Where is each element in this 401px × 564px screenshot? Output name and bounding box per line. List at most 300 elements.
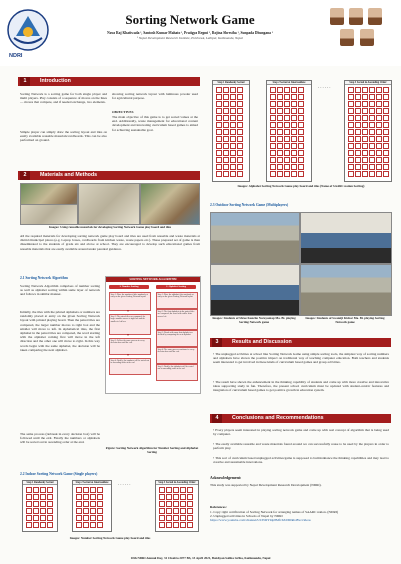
outdoor-photo: [210, 264, 300, 316]
indoor-stage-1: [22, 480, 58, 532]
board-tile: [76, 515, 82, 521]
algo-subheading: 2.1 Sorting Network Algorithm: [20, 276, 68, 280]
board-tile: [270, 157, 276, 163]
board-tile: [362, 94, 368, 100]
affiliation: ¹ Nepal Development Research Institute, Pulchowk, Lalitpur, Kathmandu, Nepal: [137, 36, 243, 40]
board-tile: [47, 501, 53, 507]
indoor-caption: Images: Number Sorting Network Game play board and tiles: [69, 536, 151, 540]
board-tile: [47, 487, 53, 493]
board-tile: [277, 108, 283, 114]
board-tile: [76, 501, 82, 507]
board-tile: [187, 522, 193, 528]
board-tile: [284, 87, 290, 93]
objectives-heading: OBJECTIVES: [112, 110, 134, 114]
board-tile: [26, 494, 32, 500]
board-tile: [284, 129, 290, 135]
poster-footer: 10th NDRI Annual Day, 31 Chaitra 2077 BS, 13 April 2021, Baishyan Sabha Griha, Kathmandu, Nepal: [130, 556, 271, 560]
board-tile: [383, 115, 389, 121]
outdoor-photo: [300, 212, 392, 264]
board-tile: [383, 122, 389, 128]
board-tile: [277, 136, 283, 142]
board-tile: [216, 171, 222, 177]
board-tile: [237, 122, 243, 128]
algo-step: Step 4: Finally, the numbers will be sorted out in ascending order at the end: [109, 358, 151, 375]
board-tile: [348, 115, 354, 121]
board-tile: [348, 157, 354, 163]
board-tile: [47, 508, 53, 514]
board-tile: [90, 522, 96, 528]
board-tile: [270, 143, 276, 149]
board-tile: [47, 515, 53, 521]
board-tile: [223, 122, 229, 128]
board-tile: [376, 115, 382, 121]
board-tile: [223, 150, 229, 156]
board-tile: [298, 87, 304, 93]
section-header-materials: [18, 171, 200, 180]
board-tile: [298, 136, 304, 142]
board-tile: [223, 136, 229, 142]
algo-paragraph: Sorting Network Algorithm comprises of number sorting as well as alphabet sorting within same layer of network and follows in similar manner.: [20, 284, 100, 297]
algo-paragraph: Initially, the tiles with the printed alphabets or numbers are randomly placed at entry on the given Sorting Network layout with printed playing board. Then the paired tiles are compared, the larger number moves to right box and the smaller will move to left. In alphabetical tiles, the first alphabet in the paired tiles are compared, the word starting with the alphabet coming first will move in the left direction and the other one will move to right. In this way words begin with the same alphabet, the decision will be taken comparing the next alphabet.: [20, 310, 101, 352]
author-photo: [330, 8, 344, 25]
algo-step: Step 5: Finally, the alphabets will be sorted out in ascending order at the end: [156, 364, 198, 381]
algo-step: Step 2: The paired tiles are compared; the larger number moves to right box and the smaller to left box: [109, 314, 151, 335]
board-tile: [355, 129, 361, 135]
board-tile: [180, 522, 186, 528]
board-tile: [230, 115, 236, 121]
board-tile: [159, 522, 165, 528]
board-tile: [223, 143, 229, 149]
board-tile: [362, 136, 368, 142]
board-tile: [187, 494, 193, 500]
board-tile: [223, 157, 229, 163]
board-tile: [230, 129, 236, 135]
board-tile: [230, 171, 236, 177]
board-tile: [376, 108, 382, 114]
board-tile: [230, 122, 236, 128]
board-tile: [223, 108, 229, 114]
board-tile: [277, 143, 283, 149]
board-tile: [284, 164, 290, 170]
board-tile: [369, 101, 375, 107]
board-tile: [223, 101, 229, 107]
board-tile: [291, 108, 297, 114]
stage-label: Step 2 Sorted at Intermediate: [267, 81, 311, 85]
bullet-text: Every players seem interested in playing sorting network game and come up with real concept of algorithm that is being used by computer.: [213, 428, 389, 437]
board-tile: [76, 494, 82, 500]
board-tile: [90, 487, 96, 493]
board-tile: [33, 522, 39, 528]
board-tile: [369, 94, 375, 100]
outdoor-subheading: 2.3 Outdoor Sorting Network Game (Multiplayers): [210, 203, 289, 207]
board-tile: [284, 94, 290, 100]
board-tile: [216, 108, 222, 114]
board-tile: [173, 501, 179, 507]
board-tile: [291, 150, 297, 156]
board-tile: [223, 129, 229, 135]
board-tile: [40, 508, 46, 514]
board-tile: [270, 150, 276, 156]
section-header-conclusions: [210, 414, 391, 423]
outdoor-caption-right: Images: Students of Swamiji Kishor Ma. Bi. playing Sorting Network game: [305, 316, 385, 324]
board-tile: [277, 94, 283, 100]
board-tile: [90, 494, 96, 500]
board-tile: [216, 87, 222, 93]
board-tile: [277, 157, 283, 163]
board-tile: [298, 129, 304, 135]
board-tile: [348, 150, 354, 156]
indoor-subheading: 2.2 Indoor Sorting Network Game (Single players): [20, 472, 98, 476]
board-tile: [90, 501, 96, 507]
board-tile: [298, 171, 304, 177]
board-tile: [284, 157, 290, 163]
board-tile: [383, 150, 389, 156]
board-tile: [180, 501, 186, 507]
section-header-results: [210, 338, 391, 347]
ellipsis: ......: [318, 85, 332, 90]
board-tile: [376, 157, 382, 163]
board-tile: [291, 122, 297, 128]
board-tile: [291, 94, 297, 100]
board-tile: [291, 129, 297, 135]
section-title: Introduction: [40, 78, 71, 84]
reference-item: 1. Copy right certification of Sorting Network for arranging names of SAARC nation. (NDRI): [210, 510, 338, 514]
board-tile: [173, 494, 179, 500]
board-tile: [33, 501, 39, 507]
board-tile: [270, 108, 276, 114]
board-tile: [237, 164, 243, 170]
board-tile: [376, 171, 382, 177]
board-tile: [33, 494, 39, 500]
board-tile: [284, 122, 290, 128]
board-tile: [166, 515, 172, 521]
outdoor-photo: [300, 264, 392, 316]
conclusion-bullet: • Every players seem interested in playing sorting network game and come up with real concept of algorithm that is being used by computer.: [213, 428, 389, 437]
author-photo: [360, 29, 374, 46]
board-tile: [173, 487, 179, 493]
board-tile: [270, 164, 276, 170]
board-tile: [166, 522, 172, 528]
outdoor-caption-left: Images: Students of Shree Kanchn Narayantap Ma. Bi. playing Sorting Network game: [212, 316, 296, 324]
board-tile: [230, 87, 236, 93]
board-tile: [76, 522, 82, 528]
algo-col-number: 1. Number Sorting: [109, 285, 149, 289]
board-tile: [284, 108, 290, 114]
results-bullet: • The unplugged activities at school like Sorting Network Game using simple sorting tools, the simplest way of sorting numbers and alphabets have shown the positive impact on traditional way of teaching computer education. Both teachers and students seem interested to get involved in these kinds of curriculum based games and group activities.: [213, 352, 389, 365]
board-tile: [230, 164, 236, 170]
intro-paragraph: Sorting Network is a sorting game for both single player and multi players. Play consists of a sequence of moves on the lines — moves that compare, and if needed exchange, two elements.: [20, 92, 107, 105]
board-tile: [383, 143, 389, 149]
acknowledgement-text: This study was supported by Nepal Development Research Development (NDRI).: [210, 483, 322, 487]
board-tile: [277, 101, 283, 107]
algo-col-alphabet: 2. Alphabet Sorting: [156, 285, 196, 289]
indoor-stage-2: [72, 480, 112, 532]
alphabet-caption: Images: Alphabet Sorting Network Game play board and tiles (Name of SAARC nation Sorting): [237, 184, 365, 188]
board-tile: [83, 494, 89, 500]
board-tile: [348, 136, 354, 142]
board-tile: [362, 143, 368, 149]
board-tile: [40, 494, 46, 500]
board-tile: [216, 136, 222, 142]
board-tile: [237, 115, 243, 121]
algo-step: Step 1: Place the numbered tiles randomly at entry on the given Sorting Network layout: [109, 292, 151, 311]
board-tile: [97, 508, 103, 514]
outdoor-photo: [210, 212, 300, 264]
board-tile: [187, 508, 193, 514]
logo-text: NDRI: [9, 53, 23, 59]
board-tile: [376, 87, 382, 93]
board-tile: [33, 508, 39, 514]
board-tile: [237, 129, 243, 135]
board-tile: [277, 164, 283, 170]
ellipsis: ......: [118, 482, 132, 487]
board-tile: [26, 487, 32, 493]
bullet-text: The easily available reusable and waste materials found around we can successfully reuse to be used by the players in order to perform play.: [213, 442, 389, 451]
board-tile: [230, 136, 236, 142]
board-tile: [355, 164, 361, 170]
board-tile: [216, 94, 222, 100]
alphabet-stage-3: [344, 80, 392, 182]
board-tile: [270, 136, 276, 142]
board-tile: [355, 108, 361, 114]
board-tile: [270, 171, 276, 177]
board-tile: [97, 522, 103, 528]
board-tile: [216, 101, 222, 107]
board-tile: [40, 522, 46, 528]
board-tile: [277, 171, 283, 177]
intro-paragraph: Simple player can simply draw the sorting layout and tiles on easily available reusable materials/cardboards. This can be also performed on ground.: [20, 130, 107, 143]
board-tile: [298, 115, 304, 121]
alphabet-stage-1: [212, 80, 250, 182]
stage-label: Step 3 Sorted in Ascending Order: [156, 481, 198, 485]
board-tile: [369, 129, 375, 135]
board-tile: [230, 94, 236, 100]
materials-photo: [20, 204, 78, 225]
board-tile: [33, 487, 39, 493]
arrow-icon: [127, 354, 129, 356]
board-tile: [383, 129, 389, 135]
board-tile: [355, 143, 361, 149]
section-title: Results and Discussion: [232, 339, 292, 345]
board-tile: [355, 157, 361, 163]
board-tile: [291, 171, 297, 177]
board-tile: [369, 171, 375, 177]
board-tile: [383, 171, 389, 177]
board-tile: [230, 143, 236, 149]
board-tile: [383, 94, 389, 100]
board-tile: [180, 508, 186, 514]
reference-link[interactable]: https://www.youtube.com/channel/UCEtRYIdp8MfvhX0D0kbd8w/videos: [210, 518, 311, 522]
board-tile: [369, 164, 375, 170]
board-tile: [376, 164, 382, 170]
board-tile: [83, 501, 89, 507]
board-tile: [223, 87, 229, 93]
board-tile: [355, 101, 361, 107]
board-tile: [291, 115, 297, 121]
board-tile: [298, 122, 304, 128]
board-tile: [47, 522, 53, 528]
stage-label: Step 2 Sorted at Intermediate: [73, 481, 111, 485]
board-tile: [362, 115, 368, 121]
board-tile: [173, 508, 179, 514]
section-number: 3: [212, 338, 222, 347]
board-tile: [284, 150, 290, 156]
board-tile: [277, 87, 283, 93]
board-tile: [348, 164, 354, 170]
board-tile: [237, 101, 243, 107]
board-tile: [166, 508, 172, 514]
board-tile: [230, 157, 236, 163]
board-tile: [298, 108, 304, 114]
board-tile: [369, 122, 375, 128]
board-tile: [284, 171, 290, 177]
board-tile: [362, 129, 368, 135]
board-tile: [362, 157, 368, 163]
board-tile: [348, 143, 354, 149]
board-tile: [277, 122, 283, 128]
board-tile: [90, 508, 96, 514]
board-tile: [284, 115, 290, 121]
board-tile: [383, 164, 389, 170]
board-tile: [348, 94, 354, 100]
board-tile: [355, 136, 361, 142]
algo-paragraph: The same process (tiebreak in every decision box) will be followed until the exit. Finally the numbers or alphabets will be sorted out in ascending order at the end.: [20, 432, 100, 445]
board-tile: [76, 508, 82, 514]
board-tile: [362, 164, 368, 170]
arrow-icon: [127, 310, 129, 312]
board-tile: [355, 87, 361, 93]
board-tile: [298, 150, 304, 156]
board-tile: [362, 122, 368, 128]
board-tile: [362, 87, 368, 93]
conclusion-bullet: • This sort of curriculum based unplugged activities/game is supposed to build/enhance the thinking capabilities and may lead to creative and sustainable innovations.: [213, 456, 389, 465]
algo-step: Step 1: Place the alphabet tiles randomly at entry on the given Sorting Network layout: [156, 292, 198, 309]
board-tile: [166, 487, 172, 493]
board-tile: [180, 515, 186, 521]
board-tile: [230, 108, 236, 114]
board-tile: [40, 501, 46, 507]
board-tile: [237, 108, 243, 114]
board-tile: [348, 108, 354, 114]
board-tile: [166, 501, 172, 507]
board-tile: [298, 157, 304, 163]
board-tile: [97, 515, 103, 521]
board-tile: [216, 129, 222, 135]
board-tile: [40, 487, 46, 493]
board-tile: [159, 501, 165, 507]
board-tile: [230, 101, 236, 107]
board-tile: [348, 87, 354, 93]
section-title: Materials and Methods: [40, 172, 98, 178]
board-tile: [230, 150, 236, 156]
board-tile: [237, 143, 243, 149]
algo-step: Step 4: The same process continues in every decision box until the exit: [156, 347, 198, 364]
board-tile: [26, 508, 32, 514]
stage-label: Step 1 Randomly Sorted: [23, 481, 57, 485]
materials-paragraph: All the required materials for developing sorting network game play board and tiles are used from reusable and waste materials at district/municipal places (e.g. Laptop boxes, cardboards from kitchen waste, waste papers etc.). These prepared set of game is then disseminated to the students of grade six and above at school. They are encouraged to develop such educational games from reusable materials that are easily available around under parental guidance.: [20, 234, 200, 251]
board-tile: [362, 171, 368, 177]
board-tile: [369, 143, 375, 149]
board-tile: [376, 136, 382, 142]
board-tile: [298, 164, 304, 170]
references-heading: References:: [210, 505, 227, 509]
board-tile: [383, 136, 389, 142]
board-tile: [33, 515, 39, 521]
section-number: 2: [20, 171, 30, 180]
board-tile: [216, 115, 222, 121]
board-tile: [369, 157, 375, 163]
algorithm-title: SORTING NETWORK ALGORITHM: [106, 277, 200, 282]
board-tile: [376, 101, 382, 107]
board-tile: [237, 94, 243, 100]
board-tile: [187, 501, 193, 507]
stage-label: Step 3 Sorted in Ascending Order: [345, 81, 391, 85]
board-tile: [355, 150, 361, 156]
board-tile: [270, 94, 276, 100]
intro-paragraph: showing sorting network layout with luminous powder used for agricultural purpose.: [112, 92, 198, 101]
board-tile: [223, 94, 229, 100]
board-tile: [180, 494, 186, 500]
board-tile: [159, 494, 165, 500]
board-tile: [270, 122, 276, 128]
board-tile: [376, 143, 382, 149]
board-tile: [187, 515, 193, 521]
section-number: 1: [20, 77, 30, 86]
board-tile: [376, 122, 382, 128]
board-tile: [291, 101, 297, 107]
board-tile: [216, 143, 222, 149]
board-tile: [237, 87, 243, 93]
bullet-text: This sort of curriculum based unplugged activities/game is supposed to build/enhance the thinking capabilities and may lead to creative and sustainable innovations.: [213, 456, 389, 465]
board-tile: [187, 487, 193, 493]
board-tile: [348, 171, 354, 177]
board-tile: [298, 101, 304, 107]
materials-photo: [78, 183, 140, 225]
alphabet-stage-2: [266, 80, 312, 182]
arrow-icon: [127, 334, 129, 336]
bullet-text: The unplugged activities at school like Sorting Network Game using simple sorting tools, the simplest way of sorting numbers and alphabets have shown the positive impact on traditional way of teaching computer education. Both teachers and students seem interested to get involved in these kinds of curriculum based games and group activities.: [213, 352, 389, 365]
board-tile: [237, 157, 243, 163]
board-tile: [369, 108, 375, 114]
board-tile: [376, 129, 382, 135]
board-tile: [270, 87, 276, 93]
board-tile: [348, 101, 354, 107]
board-tile: [26, 515, 32, 521]
board-tile: [216, 150, 222, 156]
board-tile: [284, 143, 290, 149]
author-photo: [368, 8, 382, 25]
board-tile: [369, 136, 375, 142]
section-number: 4: [212, 414, 222, 423]
board-tile: [270, 129, 276, 135]
section-title: Conclusions and Recommendations: [232, 415, 324, 421]
board-tile: [291, 136, 297, 142]
board-tile: [83, 508, 89, 514]
board-tile: [291, 164, 297, 170]
page-title: Sorting Network Game: [125, 12, 255, 27]
board-tile: [237, 136, 243, 142]
board-tile: [355, 122, 361, 128]
board-tile: [83, 515, 89, 521]
bullet-text: The result have shown the enhancement in the thinking capability of students and come up with more creative and innovative ideas supporting study in fun. Therefore, the present school curriculum must be updated with student-centric features and integration of curriculum based games to get positive growth in education system.: [213, 380, 389, 393]
board-tile: [362, 101, 368, 107]
board-tile: [159, 508, 165, 514]
board-tile: [376, 94, 382, 100]
materials-photo: [140, 183, 200, 225]
board-tile: [223, 171, 229, 177]
poster-header: [0, 0, 401, 66]
conclusion-bullet: • The easily available reusable and waste materials found around we can successfully reuse to be used by the players in order to perform play.: [213, 442, 389, 451]
